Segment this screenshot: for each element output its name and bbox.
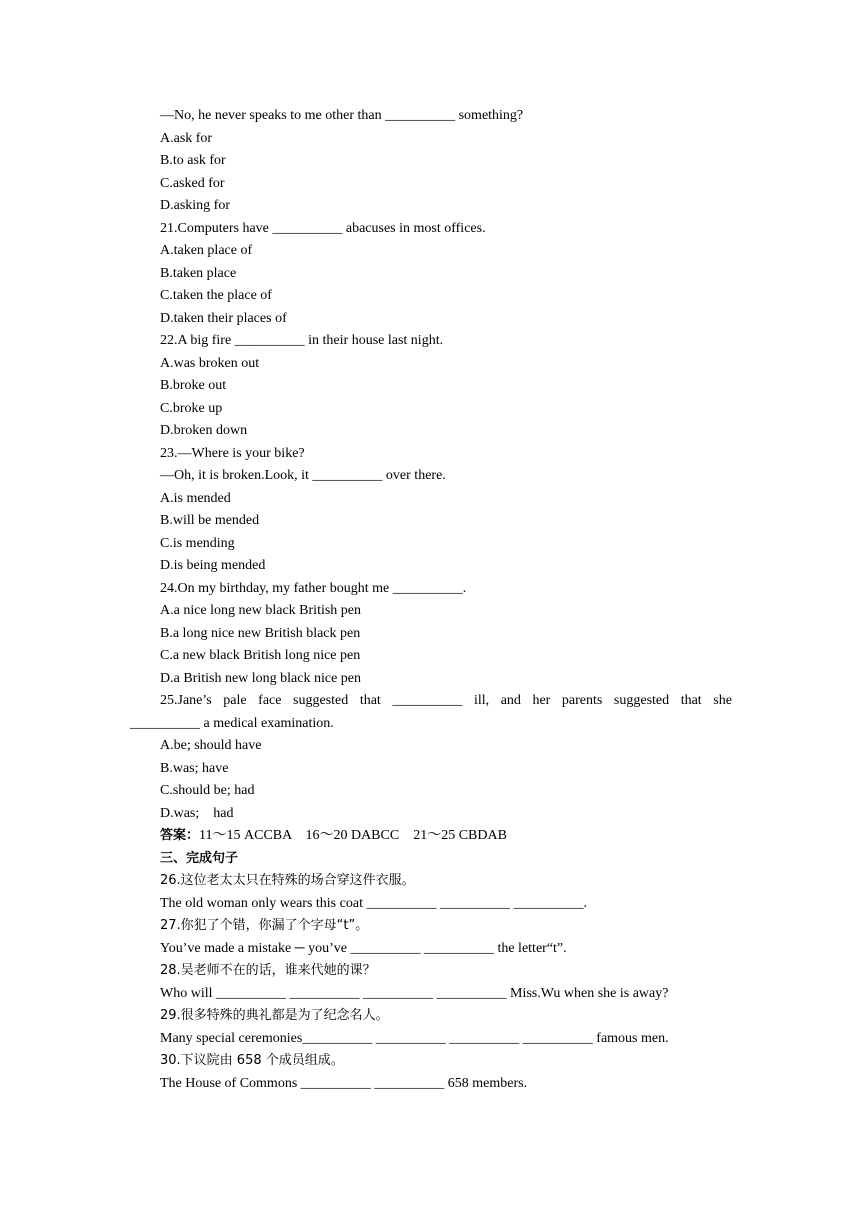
q27-english: You’ve made a mistake ─ you’ve __________ __________ the letter“t”. xyxy=(160,941,567,956)
q20-option-a: A.ask for xyxy=(160,131,213,146)
q29-english: Many special ceremonies__________ __________ __________ __________ famous men. xyxy=(160,1031,669,1046)
q23-option-c: C.is mending xyxy=(160,536,235,551)
q25-word: she xyxy=(713,693,732,708)
q25-word: face xyxy=(258,693,282,708)
q28-chinese: 28.吴老师不在的话，谁来代她的课？ xyxy=(160,963,376,978)
q22-stem: 22.A big fire __________ in their house last night. xyxy=(160,333,444,348)
section-heading: 三、完成句子 xyxy=(160,851,239,866)
q25-word: and xyxy=(500,693,521,708)
q25-word: that xyxy=(359,693,381,708)
q30-english: The House of Commons __________ __________ 658 members. xyxy=(160,1076,528,1091)
q24-stem: 24.On my birthday, my father bought me __________. xyxy=(160,581,467,596)
q28-english: Who will __________ __________ __________ __________ Miss.Wu when she is away? xyxy=(160,986,669,1001)
q20-reply: —No, he never speaks to me other than __________ something? xyxy=(160,108,524,123)
q25-word: her xyxy=(532,693,551,708)
q22-option-b: B.broke out xyxy=(160,378,227,393)
q21-stem: 21.Computers have __________ abacuses in most offices. xyxy=(160,221,486,236)
q23-option-b: B.will be mended xyxy=(160,513,260,528)
answer-text: 11～15 ACCBA 16～20 DABCC 21～25 CBDAB xyxy=(199,828,507,843)
q25-word: suggested xyxy=(613,693,670,708)
q21-option-c: C.taken the place of xyxy=(160,288,272,303)
q25-option-b: B.was; have xyxy=(160,761,229,776)
q25-option-d: D.was; had xyxy=(160,806,234,821)
q22-option-c: C.broke up xyxy=(160,401,223,416)
q25-option-a: A.be; should have xyxy=(160,738,262,753)
q23-stem: 23.—Where is your bike? xyxy=(160,446,305,461)
q25-word: that xyxy=(680,693,702,708)
answer-key xyxy=(160,827,507,845)
q25-stem-continued: __________ a medical examination. xyxy=(130,716,334,731)
q23-reply: —Oh, it is broken.Look, it __________ over there. xyxy=(160,468,446,483)
q26-chinese: 26.这位老太太只在特殊的场合穿这件衣服。 xyxy=(160,873,415,888)
q21-option-a: A.taken place of xyxy=(160,243,253,258)
q22-option-d: D.broken down xyxy=(160,423,248,438)
q24-option-c: C.a new black British long nice pen xyxy=(160,648,361,663)
q24-option-a: A.a nice long new black British pen xyxy=(160,603,362,618)
q25-word: parents xyxy=(561,693,603,708)
answer-label: 答案： xyxy=(160,828,200,843)
q20-option-b: B.to ask for xyxy=(160,153,226,168)
q25-word: ill, xyxy=(473,693,490,708)
q21-option-d: D.taken their places of xyxy=(160,311,287,326)
q20-option-c: C.asked for xyxy=(160,176,225,191)
q25-word: 25.Jane’s xyxy=(160,693,212,708)
q21-option-b: B.taken place xyxy=(160,266,237,281)
q25-option-c: C.should be; had xyxy=(160,783,255,798)
q25-word: pale xyxy=(223,693,247,708)
q24-option-b: B.a long nice new British black pen xyxy=(160,626,361,641)
q20-option-d: D.asking for xyxy=(160,198,230,213)
q24-option-d: D.a British new long black nice pen xyxy=(160,671,362,686)
q22-option-a: A.was broken out xyxy=(160,356,260,371)
q27-chinese: 27.你犯了个错，你漏了个字母“t”。 xyxy=(160,918,369,933)
q23-option-d: D.is being mended xyxy=(160,558,266,573)
q29-chinese: 29.很多特殊的典礼都是为了纪念名人。 xyxy=(160,1008,389,1023)
q26-english: The old woman only wears this coat __________ __________ __________. xyxy=(160,896,587,911)
q25-word: suggested xyxy=(293,693,349,708)
q25-stem xyxy=(160,692,732,710)
q23-option-a: A.is mended xyxy=(160,491,231,506)
q30-chinese: 30.下议院由 658 个成员组成。 xyxy=(160,1053,344,1068)
q25-blank: __________ xyxy=(392,693,463,708)
